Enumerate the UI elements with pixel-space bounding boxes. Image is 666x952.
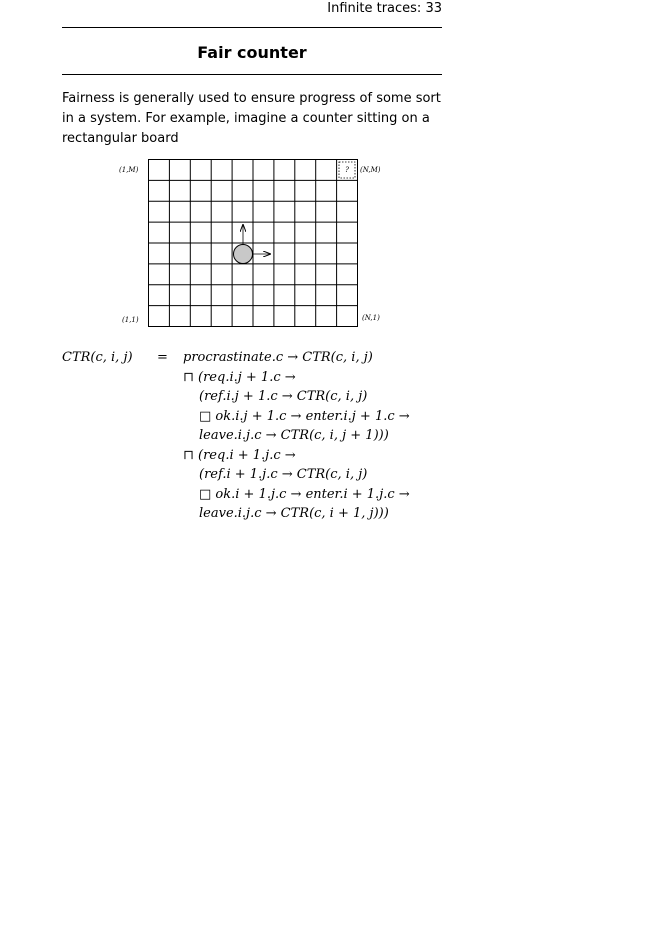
equation-line: □ ok.i + 1.j.c → enter.i + 1.j.c → <box>199 486 410 502</box>
equation-line: ⊓ (req.i.j + 1.c → <box>183 369 296 385</box>
running-header: Infinite traces: 33 <box>327 1 442 16</box>
label-bottom-left: (1,1) <box>122 316 139 324</box>
label-top-left: (1,M) <box>119 166 139 174</box>
intro-paragraph: Fairness is generally used to ensure progress of some sort in a system. For example, imagine a counter sitting on a rectangular board <box>62 91 441 146</box>
header-rule <box>62 27 442 28</box>
title-rule <box>62 74 442 75</box>
counter-token <box>234 245 253 264</box>
equation-lhs: CTR(c, i, j) <box>62 350 133 365</box>
equation-line: □ ok.i.j + 1.c → enter.i.j + 1.c → <box>199 408 410 424</box>
label-top-right: (N,M) <box>360 166 381 174</box>
target-mark: ? <box>345 166 349 174</box>
equation-line: procrastinate.c → CTR(c, i, j) <box>183 350 373 365</box>
equation-equals: = <box>157 350 168 365</box>
board-figure <box>110 155 400 335</box>
equation-line: (ref.i + 1.j.c → CTR(c, i, j) <box>199 467 368 482</box>
equation-line: leave.i.j.c → CTR(c, i, j + 1))) <box>199 428 389 443</box>
equation-line: ⊓ (req.i + 1.j.c → <box>183 447 296 463</box>
equation-line: leave.i.j.c → CTR(c, i + 1, j))) <box>199 506 389 521</box>
board-grid <box>149 160 358 327</box>
equation-line: (ref.i.j + 1.c → CTR(c, i, j) <box>199 389 368 404</box>
label-bottom-right: (N,1) <box>362 314 380 322</box>
section-title: Fair counter <box>197 43 307 62</box>
equation-rhs <box>183 348 443 524</box>
